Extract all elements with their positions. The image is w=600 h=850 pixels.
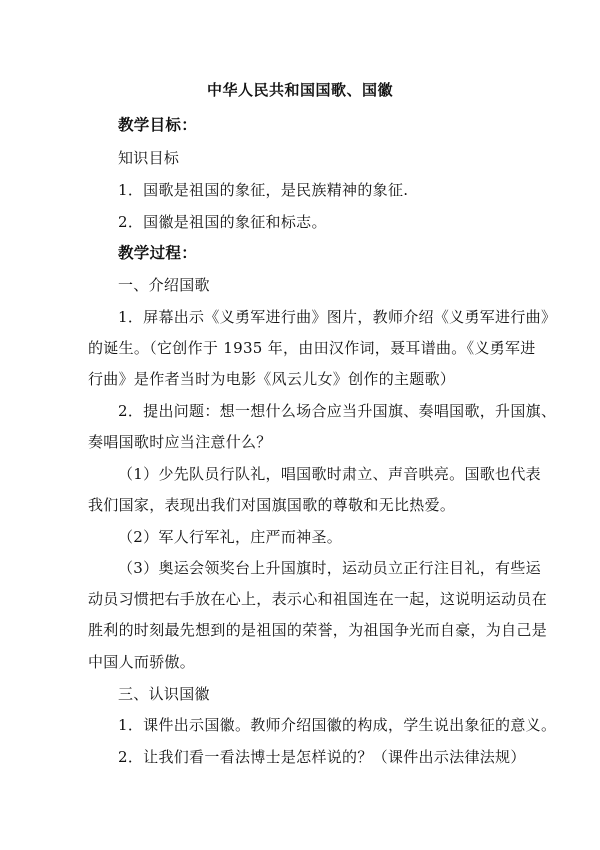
answer-3-line-3: 胜利的时刻最先想到的是祖国的荣誉，为祖国争光而自豪，为自己是 — [88, 621, 548, 639]
paragraph-1-line-1: 1．屏幕出示《义勇军进行曲》图片，教师介绍《义勇军进行曲》 — [118, 308, 557, 326]
paragraph-1-line-2: 的诞生。（它创作于 1935 年，由田汉作词，聂耳谱曲。《义勇军进 — [88, 339, 536, 357]
answer-3-line-4: 中国人而骄傲。 — [88, 653, 196, 671]
paragraph-1-line-3: 行曲》是作者当时为电影《风云儿女》创作的主题歌） — [88, 370, 456, 388]
goal-item-2: 2．国徽是祖国的象征和标志。 — [118, 213, 327, 231]
section-3-paragraph-1: 1．课件出示国徽。教师介绍国徽的构成，学生说出象征的意义。 — [118, 716, 557, 734]
section-1-heading: 一、介绍国歌 — [118, 276, 210, 294]
knowledge-goal-label: 知识目标 — [118, 149, 180, 167]
section-3-paragraph-2: 2．让我们看一看法博士是怎样说的？（课件出示法律法规） — [118, 748, 526, 766]
answer-3-line-1: （3）奥运会领奖台上升国旗时，运动员立正行注目礼，有些运 — [118, 559, 541, 577]
teaching-goals-heading: 教学目标： — [118, 115, 198, 134]
answer-3-line-2: 动员习惯把右手放在心上，表示心和祖国连在一起，这说明运动员在 — [88, 590, 548, 608]
document-title: 中华人民共和国国歌、国徽 — [206, 81, 393, 99]
answer-2-line-1: （2）军人行军礼，庄严而神圣。 — [118, 528, 343, 546]
section-3-heading: 三、认识国徽 — [118, 685, 210, 703]
answer-1-line-1: （1）少先队员行队礼，唱国歌时肃立、声音哄亮。国歌也代表 — [118, 465, 541, 483]
teaching-process-heading: 教学过程： — [118, 243, 198, 262]
answer-1-line-2: 我们国家，表现出我们对国旗国歌的尊敬和无比热爱。 — [88, 496, 456, 514]
paragraph-2-line-1: 2．提出问题：想一想什么场合应当升国旗、奏唱国歌，升国旗、 — [118, 402, 557, 420]
goal-item-1: 1．国歌是祖国的象征，是民族精神的象征. — [118, 181, 409, 199]
paragraph-2-line-2: 奏唱国歌时应当注意什么？ — [88, 433, 272, 451]
